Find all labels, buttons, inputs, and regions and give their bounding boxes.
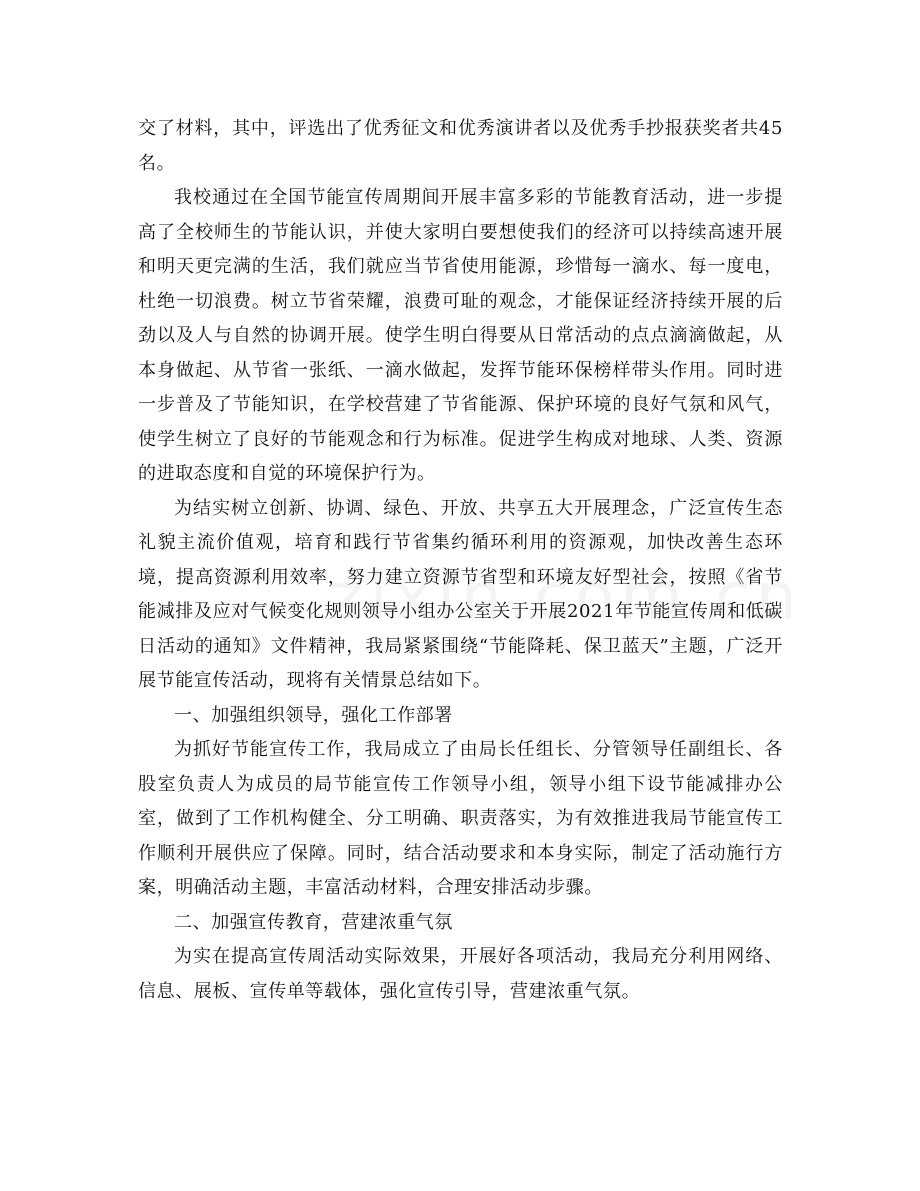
section-heading-publicity: 二、加强宣传教育，营建浓重气氛 — [174, 911, 453, 933]
document-body — [138, 112, 783, 1009]
paragraph-school-activities: 我校通过在全国节能宣传周期间开展丰富多彩的节能教育活动，进一步提高了全校师生的节能认识，并使大家明白要想使我们的经济可以持续高速开展和明天更完满的生活，我们就应当节省使用能源，珍惜每一滴水、每一度电，杜绝一切浪费。树立节省荣耀，浪费可耻的观念，才能保证经济持续开展的后劲以及人与自然的协调开展。使学生明白得要从日常活动的点点滴滴做起，从本身做起、从节省一张纸、一滴水做起，发挥节能环保榜样带头作用。同时进一步普及了节能知识，在学校营建了节省能源、保护环境的良好气氛和风气，使学生树立了良好的节能观念和行为标准。促进学生构成对地球、人类、资源的进取态度和自觉的环境保护行为。 — [138, 187, 783, 484]
paragraph-publicity: 为实在提高宣传周活动实际效果，开展好各项活动，我局充分利用网络、信息、展板、宣传单等载体，强化宣传引导，营建浓重气氛。 — [138, 946, 783, 1002]
section-heading-organization: 一、加强组织领导，强化工作部署 — [174, 704, 453, 726]
paragraph-organization: 为抓好节能宣传工作，我局成立了由局长任组长、分管领导任副组长、各股室负责人为成员的局节能宣传工作领导小组，领导小组下设节能减排办公室，做到了工作机构健全、分工明确、职责落实，为有效推进我局节能宣传工作顺利开展供应了保障。同时，结合活动要求和本身实际，制定了活动施行方案，明确活动主题，丰富活动材料，合理安排活动步骤。 — [138, 739, 783, 898]
paragraph-continuation: 交了材料，其中，评选出了优秀征文和优秀演讲者以及优秀手抄报获奖者共45名。 — [138, 118, 783, 174]
paragraph-bureau-intro: 为结实树立创新、协调、绿色、开放、共享五大开展理念，广泛宣传生态礼貌主流价值观，培育和践行节省集约循环利用的资源观，加快改善生态环境，提高资源利用效率，努力建立资源节省型和环境友好型社会，按照《省节能减排及应对气候变化规则领导小组办公室关于开展2021年节能宣传周和低碳日活动的通知》文件精神，我局紧紧围绕“节能降耗、保卫蓝天”主题，广泛开展节能宣传活动，现将有关情景总结如下。 — [138, 497, 783, 691]
